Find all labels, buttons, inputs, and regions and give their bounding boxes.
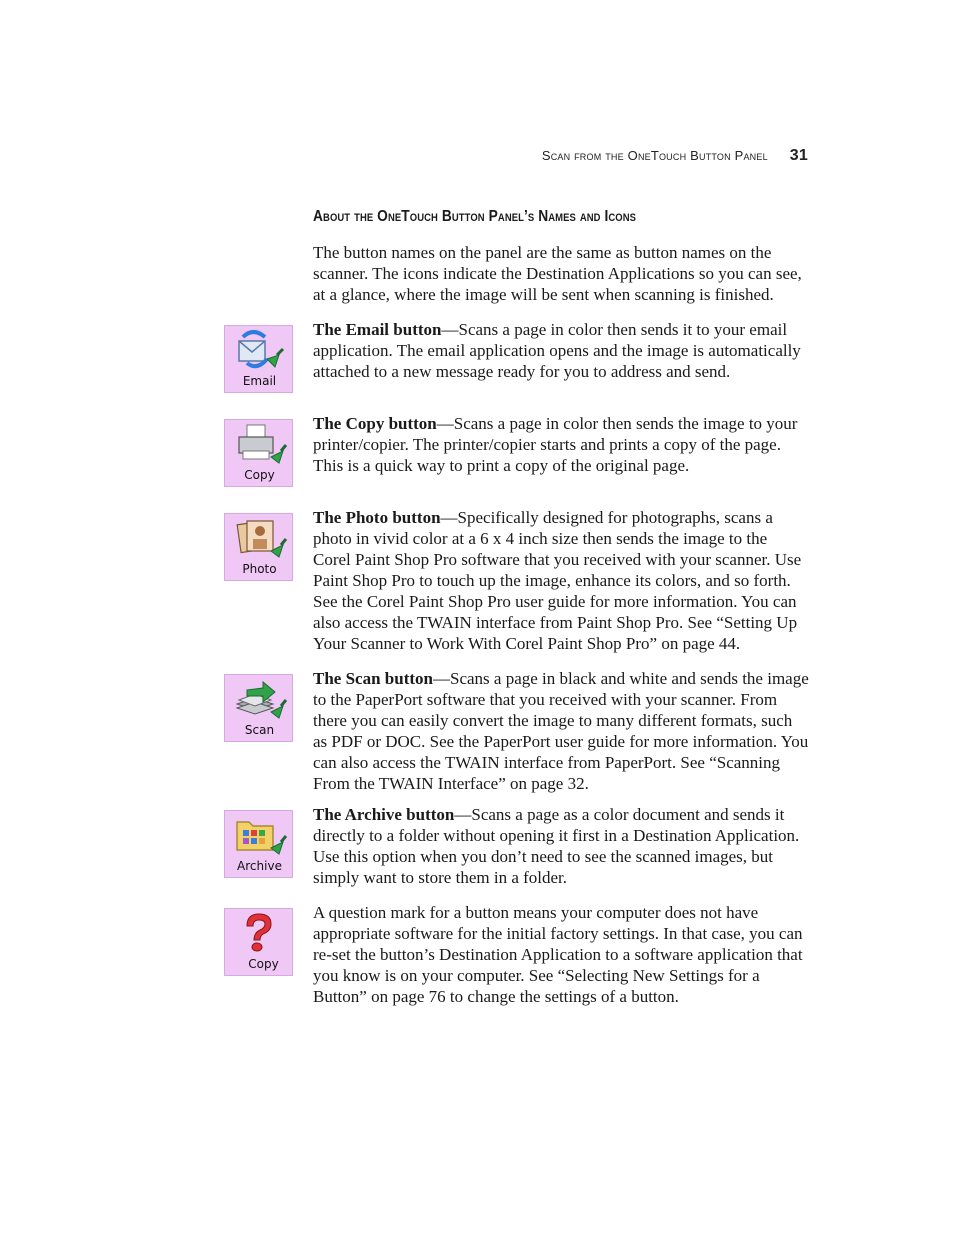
email-icon [233,329,287,373]
scan-button-icon [224,674,293,742]
running-title: Scan from the OneTouch Button Panel [541,148,768,163]
copy-description: —Scans a page in color then sends the image to your printer/copier. The printer/copier starts and prints a copy of the page. This is a quick way to print a copy of the original page. [313,414,798,475]
scan-term: The Scan button [313,669,433,688]
section-title: About the OneTouch Button Panel’s Names and Icons [313,208,637,225]
archive-icon-label: Archive [237,859,282,873]
question-mark-button-icon [224,908,293,976]
question-mark-icon-label: Copy [248,957,279,971]
folder-icon [233,814,287,858]
copy-term: The Copy button [313,414,437,433]
email-paragraph [313,319,809,382]
scan-icon-label: Scan [244,723,275,737]
archive-term: The Archive button [313,805,455,824]
scan-icon [233,678,287,722]
photo-term: The Photo button [313,508,441,527]
archive-description: —Scans a page as a color document and sends it directly to a folder without opening it first in a Destination Application. Use this option when you don’t need to see the scanned images, but simply want to store them in a folder. [313,805,800,887]
photo-button-icon [224,513,293,581]
email-button-icon [224,325,293,393]
photo-icon-label: Photo [242,562,277,576]
running-head [300,147,808,165]
scan-description: —Scans a page in black and white and sends the image to the PaperPort software that you received with your scanner. From there you can easily convert the image to many different formats, such as PDF or DOC. See the PaperPort user guide for more information. You can also access the TWAIN interface from PaperPort. See “Scanning From the TWAIN Interface” on page 32. [313,669,809,793]
email-icon-label: Email [242,374,277,388]
archive-paragraph [313,804,809,888]
email-description: —Scans a page in color then sends it to your email application. The email application opens and the image is automatically attached to a new message ready for you to address and send. [313,320,801,381]
question-mark-icon [233,912,287,956]
archive-button-icon [224,810,293,878]
page-number: 31 [789,147,808,164]
scan-paragraph [313,668,809,794]
photo-icon [233,517,287,561]
copy-paragraph [313,413,809,476]
email-term: The Email button [313,320,442,339]
question-mark-paragraph: A question mark for a button means your computer does not have appropriate software for the initial factory settings. In that case, you can re-set the button’s Destination Application to a software application that you know is on your computer. See “Selecting New Settings for a Button” on page 76 to change the settings of a button. [313,903,803,1006]
printer-icon [233,423,287,467]
intro-paragraph: The button names on the panel are the same as button names on the scanner. The icons indicate the Destination Applications so you can see, at a glance, where the image will be sent when scanning is finished. [313,243,802,304]
photo-description: —Specifically designed for photographs, scans a photo in vivid color at a 6 x 4 inch size then sends the image to the Corel Paint Shop Pro software that you received with your scanner. Use Paint Shop Pro to touch up the image, enhance its colors, and so forth. See the Corel Paint Shop Pro user guide for more information. You can also access the TWAIN interface from Paint Shop Pro. See “Setting Up Your Scanner to Work With Corel Paint Shop Pro” on page 44. [313,508,802,653]
copy-button-icon [224,419,293,487]
photo-paragraph [313,507,809,654]
copy-icon-label: Copy [244,468,275,482]
